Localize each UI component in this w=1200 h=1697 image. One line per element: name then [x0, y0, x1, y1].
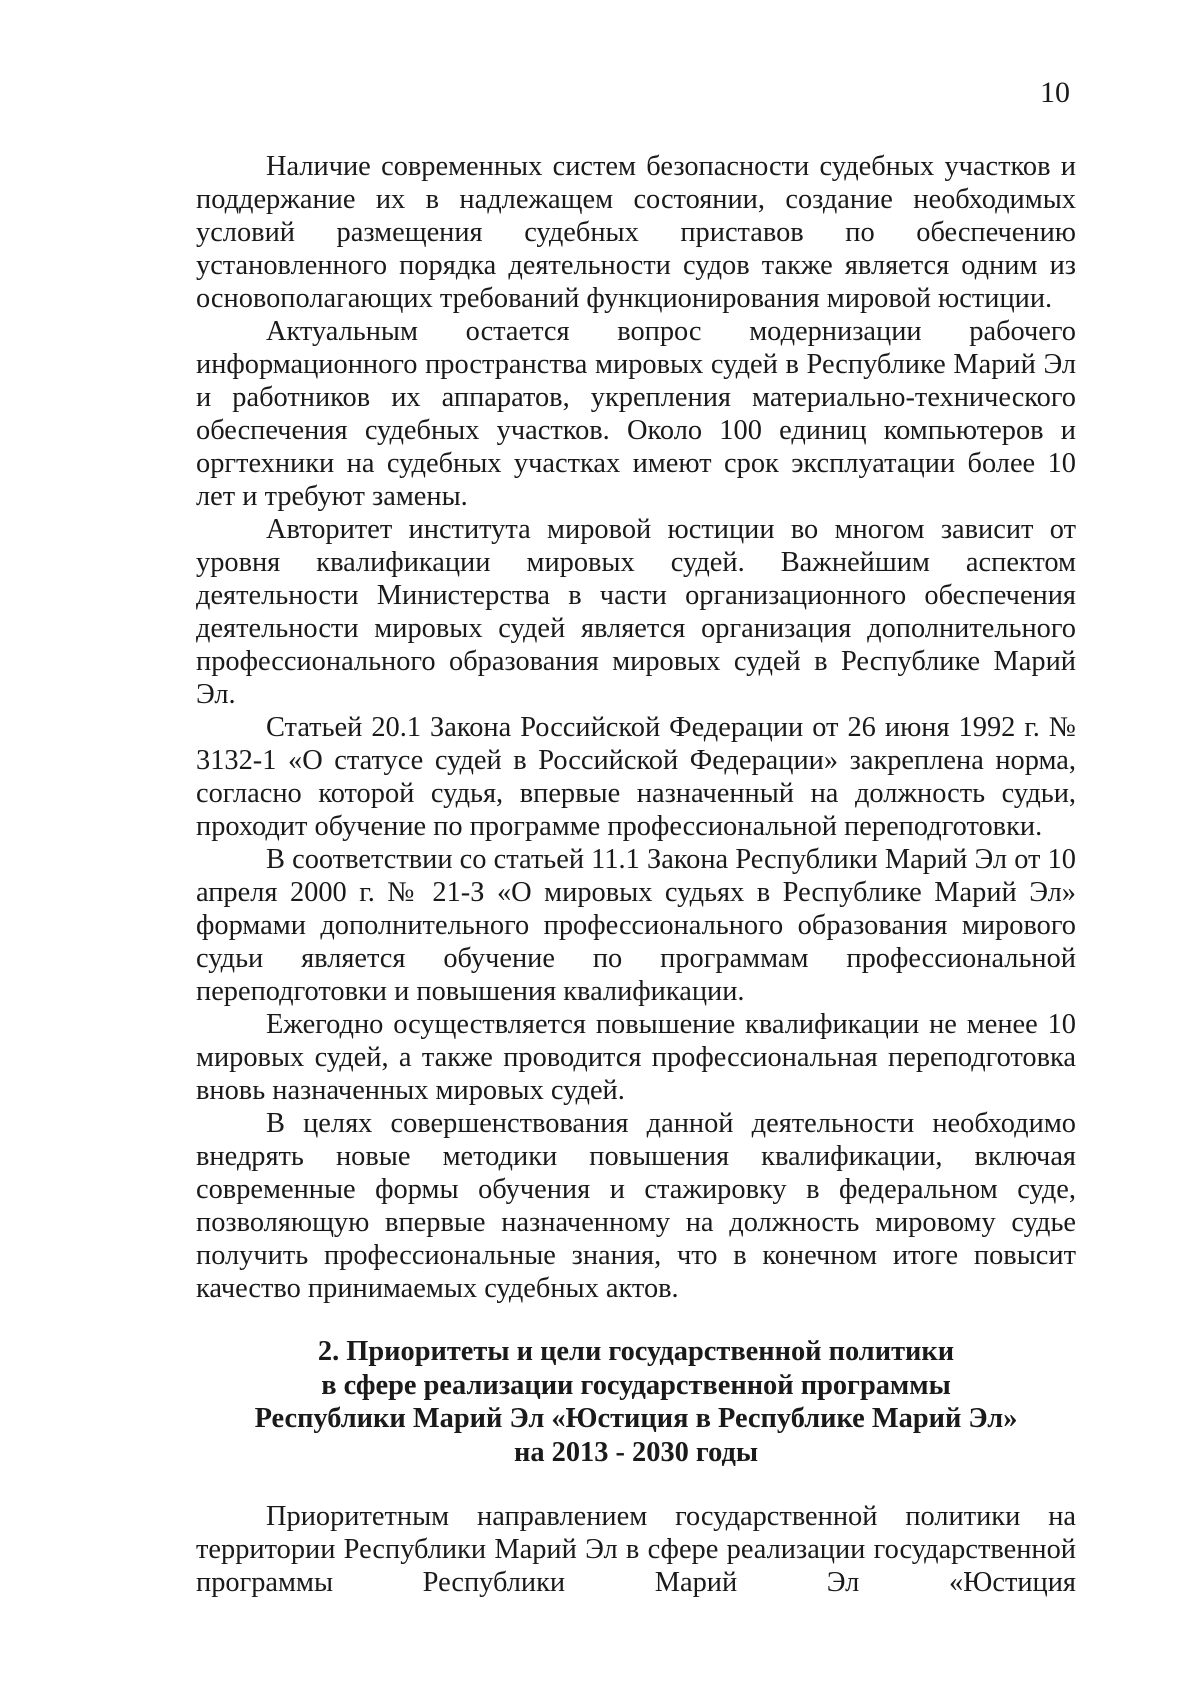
- paragraph-new-methods: В целях совершенствования данной деятельности необходимо внедрять новые методики повышения квалификации, включая современные формы обучения и стажировку в федеральном суде, позволяющую впервые назначенному на должность мировому судье получить профессиональные знания, что в конечном итоге повысит качество принимаемых судебных актов.: [196, 1108, 1076, 1304]
- paragraph-republic-law: В соответствии со статьей 11.1 Закона Республики Марий Эл от 10 апреля 2000 г. № 21-З «О мировых судьях в Республике Марий Эл» формами дополнительного профессионального образования мирового судьи является обучение по программам профессиональной переподготовки и повышения квалификации.: [196, 844, 1076, 1007]
- paragraph-federal-law: Статьей 20.1 Закона Российской Федерации от 26 июня 1992 г. № 3132-1 «О статусе судей в Российской Федерации» закреплена норма, согласно которой судья, впервые назначенный на должность судьи, проходит обучение по программе профессиональной переподготовки.: [196, 712, 1076, 842]
- section-heading: [196, 1335, 1076, 1469]
- paragraph-modernization: Актуальным остается вопрос модернизации рабочего информационного пространства мировых судей в Республике Марий Эл и работников их аппаратов, укрепления материально-технического обеспечения судебных участков. Около 100 единиц компьютеров и оргтехники на судебных участках имеют срок эксплуатации более 10 лет и требуют замены.: [196, 316, 1076, 512]
- section-heading-line: на 2013 - 2030 годы: [513, 1436, 759, 1468]
- paragraph-security: Наличие современных систем безопасности судебных участков и поддержание их в надлежащем состоянии, создание необходимых условий размещения судебных приставов по обеспечению установленного порядка деятельности судов также является одним из основополагающих требований функционирования мировой юстиции.: [196, 151, 1076, 314]
- section-heading-line: Республики Марий Эл «Юстиция в Республике Марий Эл»: [254, 1403, 1018, 1434]
- body-text: [196, 150, 1076, 1305]
- paragraph-annual-training: Ежегодно осуществляется повышение квалификации не менее 10 мировых судей, а также проводится профессиональная переподготовка вновь назначенных мировых судей.: [196, 1009, 1076, 1106]
- section-heading-line: 2. Приоритеты и цели государственной политики: [317, 1336, 955, 1367]
- paragraph-authority: Авторитет института мировой юстиции во многом зависит от уровня квалификации мировых судей. Важнейшим аспектом деятельности Министерства в части организационного обеспечения деятельности мировых судей является организация дополнительного профессионального образования мировых судей в Республике Марий Эл.: [196, 514, 1076, 710]
- section-heading-line: в сфере реализации государственной программы: [321, 1369, 951, 1401]
- page-number: 10: [1040, 76, 1070, 109]
- section-body: [196, 1500, 1076, 1599]
- paragraph-priority: Приоритетным направлением государственной политики на территории Республики Марий Эл в сфере реализации государственной программы Республики Марий Эл «Юстиция: [196, 1501, 1076, 1598]
